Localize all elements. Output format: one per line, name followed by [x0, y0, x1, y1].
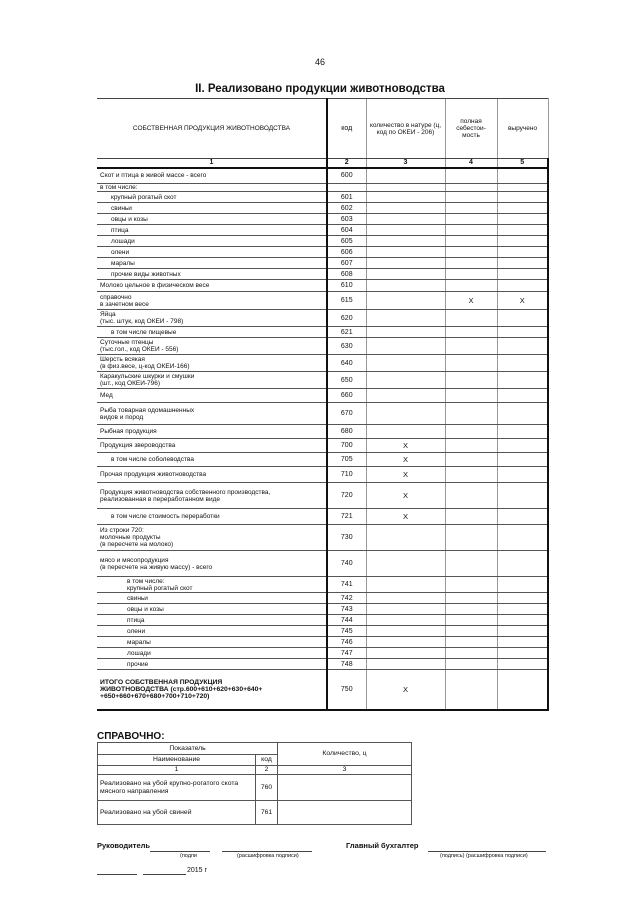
row-code: 606 — [327, 247, 366, 258]
row-quantity[interactable] — [366, 355, 445, 372]
table-row — [97, 453, 548, 467]
row-code: 607 — [327, 258, 366, 269]
reference-column-number-3: 3 — [278, 766, 412, 775]
table-row — [97, 338, 548, 355]
row-quantity[interactable] — [366, 659, 445, 670]
row-revenue[interactable] — [497, 593, 548, 604]
row-label: в том числе стоимость переработки — [97, 509, 327, 525]
row-label: в том числе: — [97, 184, 327, 192]
date-month-line[interactable] — [143, 874, 186, 875]
row-code: 700 — [327, 439, 366, 453]
header-cost: полная себестои-мость — [445, 99, 497, 159]
row-label: прочие — [97, 659, 327, 670]
row-cost[interactable] — [445, 403, 497, 425]
table-row — [97, 637, 548, 648]
row-cost[interactable] — [445, 648, 497, 659]
row-quantity[interactable] — [366, 626, 445, 637]
row-cost[interactable] — [445, 327, 497, 338]
row-revenue[interactable] — [497, 577, 548, 593]
row-revenue[interactable] — [497, 604, 548, 615]
row-cost[interactable] — [445, 269, 497, 280]
row-quantity[interactable] — [366, 247, 445, 258]
row-cost[interactable] — [445, 453, 497, 467]
livestock-sales-table — [97, 98, 549, 711]
row-quantity[interactable] — [366, 269, 445, 280]
row-label: овцы и козы — [97, 214, 327, 225]
row-quantity[interactable]: X — [366, 509, 445, 525]
row-label: Рыбная продукция — [97, 425, 327, 439]
row-code: 710 — [327, 467, 366, 483]
row-cost[interactable] — [445, 280, 497, 292]
reference-row-value[interactable] — [278, 801, 412, 825]
row-revenue[interactable] — [497, 168, 548, 184]
table-row — [97, 467, 548, 483]
row-code: 741 — [327, 577, 366, 593]
row-label: Прочая продукция животноводства — [97, 467, 327, 483]
date-day-line[interactable] — [97, 874, 137, 875]
table-row — [97, 184, 548, 192]
row-cost[interactable] — [445, 659, 497, 670]
row-label: Шерсть всякая (в физ.весе, ц-код ОКЕИ-166) — [97, 355, 327, 372]
row-label: в том числе соболеводства — [97, 453, 327, 467]
row-revenue[interactable] — [497, 615, 548, 626]
row-quantity[interactable]: X — [366, 453, 445, 467]
row-label: Каракульские шкурки и смушки (шт., код ОКЕИ-796) — [97, 372, 327, 389]
reference-header-code: код — [256, 755, 278, 766]
row-code: 747 — [327, 648, 366, 659]
row-label: Рыба товарная одомашненных видов и пород — [97, 403, 327, 425]
reference-column-number-1: 1 — [98, 766, 256, 775]
table-row — [97, 551, 548, 577]
row-revenue[interactable] — [497, 192, 548, 203]
page-title: II. Реализовано продукции животноводства — [195, 83, 445, 95]
row-quantity[interactable]: X — [366, 439, 445, 453]
table-row — [97, 425, 548, 439]
column-number-3: 3 — [366, 159, 445, 168]
row-label: мясо и мясопродукция (в пересчете на живую массу) - всего — [97, 551, 327, 577]
row-label: Яйца (тыс. штук, код ОКЕИ - 798) — [97, 310, 327, 327]
table-row — [97, 372, 548, 389]
row-revenue[interactable] — [497, 509, 548, 525]
reference-row-label: Реализовано на убой крупно-рогатого скота мясного направления — [98, 775, 256, 801]
row-revenue[interactable] — [497, 659, 548, 670]
row-code: 705 — [327, 453, 366, 467]
row-code: 604 — [327, 225, 366, 236]
row-quantity[interactable] — [366, 403, 445, 425]
date-year: 2015 г — [187, 867, 208, 874]
row-code: 605 — [327, 236, 366, 247]
row-cost[interactable] — [445, 184, 497, 192]
row-cost[interactable] — [445, 214, 497, 225]
table-row — [97, 403, 548, 425]
row-label: маралы — [97, 258, 327, 269]
row-quantity[interactable] — [366, 551, 445, 577]
reference-table — [97, 742, 412, 825]
row-revenue[interactable] — [497, 425, 548, 439]
row-code: 602 — [327, 203, 366, 214]
row-cost[interactable]: X — [445, 292, 497, 310]
accountant-caption: (подпись) (расшифровка подписи) — [440, 853, 528, 859]
row-code: 650 — [327, 372, 366, 389]
row-label: в том числе: крупный рогатый скот — [97, 577, 327, 593]
row-revenue[interactable] — [497, 214, 548, 225]
row-quantity[interactable] — [366, 425, 445, 439]
row-revenue[interactable] — [497, 637, 548, 648]
row-cost[interactable] — [445, 236, 497, 247]
row-label: олени — [97, 626, 327, 637]
row-revenue[interactable] — [497, 280, 548, 292]
row-cost[interactable] — [445, 192, 497, 203]
row-code: 660 — [327, 389, 366, 403]
accountant-label: Главный бухгалтер — [346, 841, 419, 850]
row-revenue[interactable] — [497, 453, 548, 467]
row-cost[interactable] — [445, 439, 497, 453]
table-row — [97, 577, 548, 593]
row-label: овцы и козы — [97, 604, 327, 615]
table-row — [97, 168, 548, 184]
header-product: СОБСТВЕННАЯ ПРОДУКЦИЯ ЖИВОТНОВОДСТВА — [97, 99, 327, 159]
row-quantity[interactable]: X — [366, 467, 445, 483]
row-quantity[interactable] — [366, 168, 445, 184]
row-quantity[interactable] — [366, 389, 445, 403]
row-code: 621 — [327, 327, 366, 338]
row-cost[interactable] — [445, 168, 497, 184]
column-number-1: 1 — [97, 159, 327, 168]
table-row — [97, 509, 548, 525]
table-row — [97, 236, 548, 247]
table-row — [97, 604, 548, 615]
column-number-2: 2 — [327, 159, 366, 168]
row-code: 601 — [327, 192, 366, 203]
table-row — [97, 626, 548, 637]
row-code: 670 — [327, 403, 366, 425]
row-label: ИТОГО СОБСТВЕННАЯ ПРОДУКЦИЯ ЖИВОТНОВОДСТВА (стр.600+610+620+630+640+ +650+660+670+680+700+710+720) — [97, 670, 327, 710]
reference-title: СПРАВОЧНО: — [97, 731, 165, 742]
row-revenue[interactable] — [497, 247, 548, 258]
table-row — [97, 310, 548, 327]
table-row — [97, 214, 548, 225]
row-cost[interactable] — [445, 355, 497, 372]
row-revenue[interactable] — [497, 648, 548, 659]
row-cost[interactable] — [445, 577, 497, 593]
row-cost[interactable] — [445, 483, 497, 509]
row-cost[interactable] — [445, 425, 497, 439]
row-code: 744 — [327, 615, 366, 626]
row-quantity[interactable] — [366, 604, 445, 615]
row-label: Продукция звероводства — [97, 439, 327, 453]
table-row — [97, 593, 548, 604]
column-number-4: 4 — [445, 159, 497, 168]
row-label: в том числе пищевые — [97, 327, 327, 338]
row-code: 748 — [327, 659, 366, 670]
row-cost[interactable] — [445, 593, 497, 604]
head-signature-line[interactable] — [150, 851, 210, 852]
row-code: 615 — [327, 292, 366, 310]
row-quantity[interactable] — [366, 525, 445, 551]
row-code: 743 — [327, 604, 366, 615]
row-quantity[interactable] — [366, 327, 445, 338]
row-revenue[interactable] — [497, 338, 548, 355]
row-revenue[interactable]: X — [497, 292, 548, 310]
row-revenue[interactable] — [497, 439, 548, 453]
row-code: 608 — [327, 269, 366, 280]
row-code: 730 — [327, 525, 366, 551]
header-code: код — [327, 99, 366, 159]
row-revenue[interactable] — [497, 525, 548, 551]
row-label: прочие виды животных — [97, 269, 327, 280]
row-cost[interactable] — [445, 247, 497, 258]
row-revenue[interactable] — [497, 327, 548, 338]
row-cost[interactable] — [445, 551, 497, 577]
row-revenue[interactable] — [497, 372, 548, 389]
row-code: 640 — [327, 355, 366, 372]
row-label: лошади — [97, 648, 327, 659]
row-code: 610 — [327, 280, 366, 292]
table-row — [97, 670, 548, 710]
reference-column-number-2: 2 — [256, 766, 278, 775]
row-label: свиньи — [97, 593, 327, 604]
row-revenue[interactable] — [497, 355, 548, 372]
row-cost[interactable] — [445, 372, 497, 389]
row-revenue[interactable] — [497, 389, 548, 403]
row-cost[interactable] — [445, 338, 497, 355]
table-row — [97, 439, 548, 453]
row-quantity[interactable] — [366, 203, 445, 214]
table-row — [97, 247, 548, 258]
table-row — [97, 280, 548, 292]
row-quantity[interactable] — [366, 280, 445, 292]
table-row — [97, 615, 548, 626]
row-quantity[interactable] — [366, 192, 445, 203]
row-code: 740 — [327, 551, 366, 577]
header-revenue: выручено — [497, 99, 548, 159]
row-revenue[interactable] — [497, 203, 548, 214]
row-label: лошади — [97, 236, 327, 247]
row-code — [327, 184, 366, 192]
row-quantity[interactable] — [366, 637, 445, 648]
row-code: 620 — [327, 310, 366, 327]
row-revenue[interactable] — [497, 269, 548, 280]
reference-row-code: 760 — [256, 775, 278, 801]
row-code: 746 — [327, 637, 366, 648]
row-cost[interactable] — [445, 310, 497, 327]
row-quantity[interactable] — [366, 225, 445, 236]
row-code: 721 — [327, 509, 366, 525]
row-revenue[interactable] — [497, 626, 548, 637]
table-row — [97, 327, 548, 338]
table-row — [97, 483, 548, 509]
row-cost[interactable] — [445, 509, 497, 525]
row-quantity[interactable] — [366, 577, 445, 593]
row-quantity[interactable]: X — [366, 483, 445, 509]
table-row — [97, 292, 548, 310]
row-label: птица — [97, 225, 327, 236]
row-quantity[interactable] — [366, 338, 445, 355]
row-cost[interactable] — [445, 258, 497, 269]
row-label: Молоко цельное в физическом весе — [97, 280, 327, 292]
table-row — [97, 258, 548, 269]
row-quantity[interactable] — [366, 214, 445, 225]
row-cost[interactable] — [445, 389, 497, 403]
row-label: птица — [97, 615, 327, 626]
row-cost[interactable] — [445, 670, 497, 710]
row-cost[interactable] — [445, 467, 497, 483]
row-label: маралы — [97, 637, 327, 648]
row-revenue[interactable] — [497, 184, 548, 192]
row-label: Из строки 720: молочные продукты (в пересчете на молоко) — [97, 525, 327, 551]
row-quantity[interactable] — [366, 615, 445, 626]
row-revenue[interactable] — [497, 310, 548, 327]
row-label: крупный рогатый скот — [97, 192, 327, 203]
row-cost[interactable] — [445, 604, 497, 615]
row-quantity[interactable] — [366, 292, 445, 310]
row-quantity[interactable] — [366, 593, 445, 604]
reference-header-indicator: Показатель — [98, 743, 278, 755]
table-row — [97, 192, 548, 203]
row-cost[interactable] — [445, 225, 497, 236]
reference-header-quantity: Количество, ц — [278, 743, 412, 766]
row-quantity[interactable] — [366, 258, 445, 269]
reference-row-label: Реализовано на убой свиней — [98, 801, 256, 825]
row-code: 745 — [327, 626, 366, 637]
row-cost[interactable] — [445, 525, 497, 551]
table-row — [97, 648, 548, 659]
row-cost[interactable] — [445, 637, 497, 648]
row-code: 680 — [327, 425, 366, 439]
head-sign-caption: (подпи — [180, 853, 198, 859]
row-revenue[interactable] — [497, 551, 548, 577]
row-code: 630 — [327, 338, 366, 355]
head-label: Руководитель — [97, 841, 150, 850]
row-revenue[interactable] — [497, 236, 548, 247]
table-row — [97, 389, 548, 403]
row-quantity[interactable] — [366, 184, 445, 192]
row-revenue[interactable] — [497, 467, 548, 483]
column-number-5: 5 — [497, 159, 548, 168]
row-quantity[interactable] — [366, 372, 445, 389]
row-label: Продукция животноводства собственного производства, реализованная в переработанном виде — [97, 483, 327, 509]
row-label: свиньи — [97, 203, 327, 214]
row-revenue[interactable] — [497, 225, 548, 236]
row-code: 600 — [327, 168, 366, 184]
row-label: справочно в зачетном весе — [97, 292, 327, 310]
table-row — [97, 225, 548, 236]
head-decode-line[interactable] — [222, 851, 312, 852]
table-row — [97, 525, 548, 551]
reference-row-value[interactable] — [278, 775, 412, 801]
row-code: 603 — [327, 214, 366, 225]
row-quantity[interactable]: X — [366, 670, 445, 710]
table-body — [97, 168, 548, 710]
accountant-signature-line[interactable] — [428, 851, 546, 852]
row-revenue[interactable] — [497, 670, 548, 710]
table-row — [97, 355, 548, 372]
reference-row-code: 761 — [256, 801, 278, 825]
reference-header-name: Наименование — [98, 755, 256, 766]
header-quantity: количество в натуре (ц, код по ОКЕИ - 206) — [366, 99, 445, 159]
head-decode-caption: (расшифровка подписи) — [237, 853, 299, 859]
row-label: олени — [97, 247, 327, 258]
row-code: 750 — [327, 670, 366, 710]
row-label: Суточные птенцы (тыс.гол., код ОКЕИ - 556) — [97, 338, 327, 355]
row-revenue[interactable] — [497, 258, 548, 269]
table-row — [97, 659, 548, 670]
row-cost[interactable] — [445, 203, 497, 214]
table-row — [97, 203, 548, 214]
row-cost[interactable] — [445, 615, 497, 626]
row-quantity[interactable] — [366, 236, 445, 247]
row-label: Скот и птица в живой массе - всего — [97, 168, 327, 184]
row-label: Мед — [97, 389, 327, 403]
page-number: 46 — [314, 57, 325, 67]
row-code: 720 — [327, 483, 366, 509]
row-revenue[interactable] — [497, 483, 548, 509]
table-row — [97, 269, 548, 280]
row-quantity[interactable] — [366, 648, 445, 659]
row-quantity[interactable] — [366, 310, 445, 327]
row-revenue[interactable] — [497, 403, 548, 425]
row-cost[interactable] — [445, 626, 497, 637]
row-code: 742 — [327, 593, 366, 604]
